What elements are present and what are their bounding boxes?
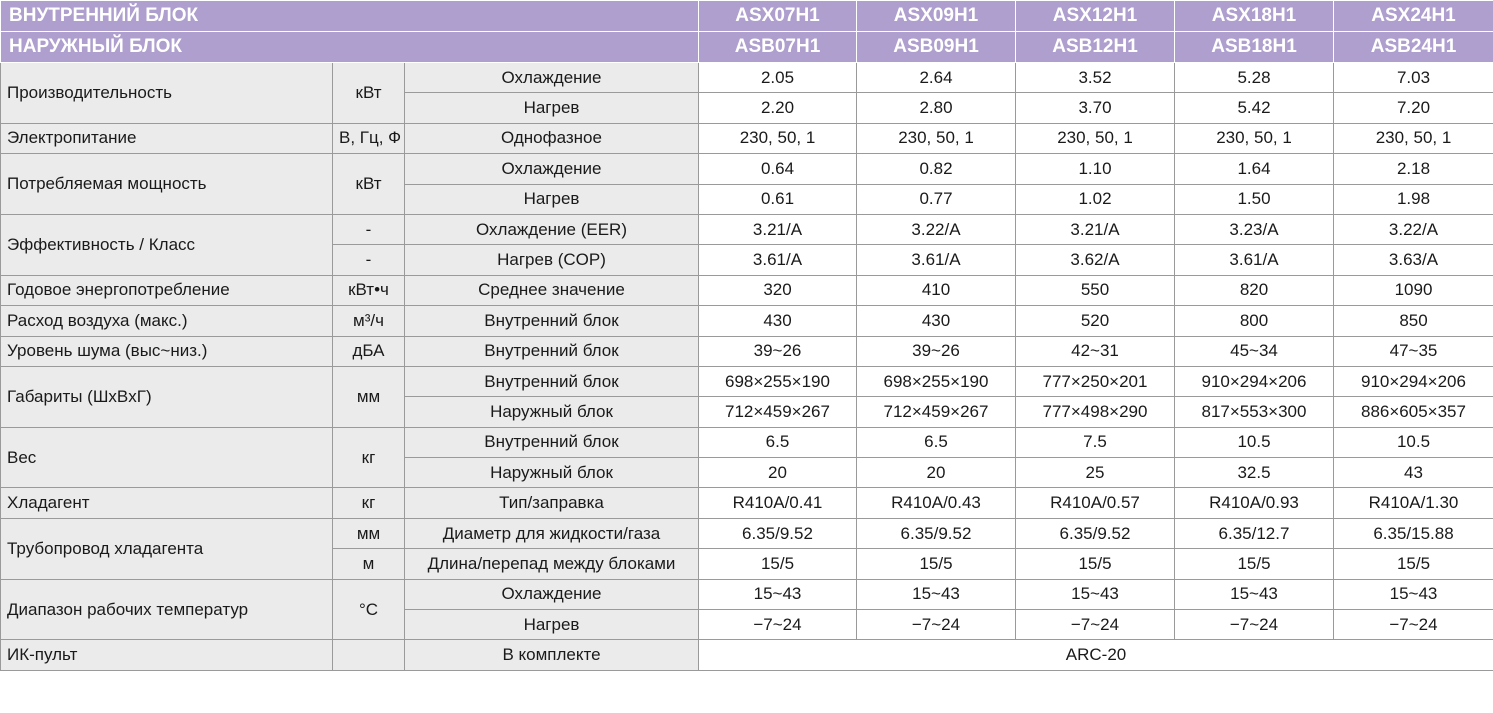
indoor-model-5: ASX24H1 (1334, 1, 1493, 32)
param-label: Габариты (ШxВxГ) (1, 366, 333, 427)
table-row (1, 306, 1493, 336)
table-row (1, 488, 1493, 518)
table-row (1, 123, 1493, 153)
value-cell: 39~26 (857, 336, 1016, 366)
value-cell: 6.35/15.88 (1334, 518, 1493, 548)
value-cell: 2.20 (699, 93, 857, 123)
value-cell: 47~35 (1334, 336, 1493, 366)
value-cell: 2.80 (857, 93, 1016, 123)
value-cell: 230, 50, 1 (1016, 123, 1175, 153)
condition-label: Внутренний блок (405, 336, 699, 366)
value-cell: 5.28 (1175, 63, 1334, 93)
value-cell: R410A/0.93 (1175, 488, 1334, 518)
table-row (1, 366, 1493, 396)
value-cell: 7.03 (1334, 63, 1493, 93)
value-cell: 800 (1175, 306, 1334, 336)
value-cell: 25 (1016, 458, 1175, 488)
table-row (1, 427, 1493, 457)
table-row (1, 336, 1493, 366)
value-cell: 230, 50, 1 (699, 123, 857, 153)
value-cell: 0.82 (857, 154, 1016, 184)
value-cell: −7~24 (699, 610, 857, 640)
condition-label: Внутренний блок (405, 366, 699, 396)
value-cell: 3.61/A (857, 245, 1016, 275)
value-cell: ARC-20 (699, 640, 1493, 670)
param-label: Расход воздуха (макс.) (1, 306, 333, 336)
condition-label: Тип/заправка (405, 488, 699, 518)
value-cell: 1.10 (1016, 154, 1175, 184)
value-cell: R410A/1.30 (1334, 488, 1493, 518)
value-cell: 1090 (1334, 275, 1493, 305)
unit-label: В, Гц, Ф (333, 123, 405, 153)
value-cell: 2.05 (699, 63, 857, 93)
value-cell: 20 (699, 458, 857, 488)
value-cell: 7.20 (1334, 93, 1493, 123)
unit-label: кВт•ч (333, 275, 405, 305)
value-cell: 6.35/9.52 (699, 518, 857, 548)
outdoor-model-1: ASB07H1 (699, 32, 857, 63)
condition-label: Нагрев (COP) (405, 245, 699, 275)
value-cell: 3.61/A (699, 245, 857, 275)
value-cell: 43 (1334, 458, 1493, 488)
value-cell: 6.5 (857, 427, 1016, 457)
value-cell: R410A/0.57 (1016, 488, 1175, 518)
value-cell: 39~26 (699, 336, 857, 366)
table-row (1, 579, 1493, 609)
condition-label: Охлаждение (405, 579, 699, 609)
value-cell: 777×498×290 (1016, 397, 1175, 427)
value-cell: 230, 50, 1 (1334, 123, 1493, 153)
condition-label: Диаметр для жидкости/газа (405, 518, 699, 548)
value-cell: 15/5 (699, 549, 857, 579)
value-cell: 817×553×300 (1175, 397, 1334, 427)
value-cell: 15~43 (699, 579, 857, 609)
unit-label: кВт (333, 154, 405, 215)
value-cell: 230, 50, 1 (1175, 123, 1334, 153)
value-cell: 3.62/A (1016, 245, 1175, 275)
outdoor-model-2: ASB09H1 (857, 32, 1016, 63)
header-row-indoor (1, 1, 1493, 32)
value-cell: 3.63/A (1334, 245, 1493, 275)
unit-label (333, 640, 405, 670)
value-cell: 410 (857, 275, 1016, 305)
unit-label: кг (333, 488, 405, 518)
value-cell: 10.5 (1334, 427, 1493, 457)
unit-label: °С (333, 579, 405, 640)
unit-label: - (333, 245, 405, 275)
condition-label: Среднее значение (405, 275, 699, 305)
value-cell: 0.61 (699, 184, 857, 214)
value-cell: 15/5 (1175, 549, 1334, 579)
unit-label: дБА (333, 336, 405, 366)
value-cell: 6.35/12.7 (1175, 518, 1334, 548)
value-cell: 7.5 (1016, 427, 1175, 457)
condition-label: Охлаждение (405, 154, 699, 184)
outdoor-model-4: ASB18H1 (1175, 32, 1334, 63)
indoor-model-4: ASX18H1 (1175, 1, 1334, 32)
value-cell: 42~31 (1016, 336, 1175, 366)
value-cell: 1.64 (1175, 154, 1334, 184)
unit-label: кг (333, 427, 405, 488)
value-cell: −7~24 (1175, 610, 1334, 640)
value-cell: 10.5 (1175, 427, 1334, 457)
param-label: ИК-пульт (1, 640, 333, 670)
condition-label: Внутренний блок (405, 427, 699, 457)
value-cell: 712×459×267 (699, 397, 857, 427)
header-row-outdoor (1, 32, 1493, 63)
value-cell: 520 (1016, 306, 1175, 336)
table-row (1, 518, 1493, 548)
value-cell: 3.70 (1016, 93, 1175, 123)
condition-label: Наружный блок (405, 458, 699, 488)
param-label: Хладагент (1, 488, 333, 518)
value-cell: R410A/0.41 (699, 488, 857, 518)
value-cell: 430 (699, 306, 857, 336)
value-cell: 2.18 (1334, 154, 1493, 184)
value-cell: 3.22/A (1334, 214, 1493, 244)
unit-label: мм (333, 366, 405, 427)
value-cell: 3.52 (1016, 63, 1175, 93)
condition-label: Нагрев (405, 610, 699, 640)
condition-label: Охлаждение (EER) (405, 214, 699, 244)
value-cell: 712×459×267 (857, 397, 1016, 427)
condition-label: Нагрев (405, 184, 699, 214)
param-label: Эффективность / Класс (1, 214, 333, 275)
table-row (1, 214, 1493, 244)
value-cell: 910×294×206 (1334, 366, 1493, 396)
outdoor-model-3: ASB12H1 (1016, 32, 1175, 63)
param-label: Вес (1, 427, 333, 488)
value-cell: −7~24 (857, 610, 1016, 640)
param-label: Годовое энергопотребление (1, 275, 333, 305)
value-cell: 15~43 (1334, 579, 1493, 609)
unit-label: м³/ч (333, 306, 405, 336)
value-cell: 850 (1334, 306, 1493, 336)
table-row (1, 63, 1493, 93)
value-cell: 1.98 (1334, 184, 1493, 214)
value-cell: 777×250×201 (1016, 366, 1175, 396)
value-cell: 3.22/A (857, 214, 1016, 244)
value-cell: 2.64 (857, 63, 1016, 93)
table-row (1, 154, 1493, 184)
value-cell: 1.50 (1175, 184, 1334, 214)
unit-label: мм (333, 518, 405, 548)
unit-label: - (333, 214, 405, 244)
condition-label: Внутренний блок (405, 306, 699, 336)
value-cell: 6.35/9.52 (1016, 518, 1175, 548)
value-cell: 15/5 (1016, 549, 1175, 579)
indoor-model-3: ASX12H1 (1016, 1, 1175, 32)
value-cell: 886×605×357 (1334, 397, 1493, 427)
value-cell: 15~43 (1016, 579, 1175, 609)
indoor-unit-label: ВНУТРЕННИЙ БЛОК (1, 1, 699, 32)
indoor-model-2: ASX09H1 (857, 1, 1016, 32)
value-cell: 45~34 (1175, 336, 1334, 366)
condition-label: Длина/перепад между блоками (405, 549, 699, 579)
value-cell: 820 (1175, 275, 1334, 305)
value-cell: 5.42 (1175, 93, 1334, 123)
param-label: Трубопровод хладагента (1, 518, 333, 579)
outdoor-model-5: ASB24H1 (1334, 32, 1493, 63)
condition-label: Нагрев (405, 93, 699, 123)
condition-label: Однофазное (405, 123, 699, 153)
unit-label: м (333, 549, 405, 579)
value-cell: 6.5 (699, 427, 857, 457)
value-cell: 15~43 (1175, 579, 1334, 609)
value-cell: 230, 50, 1 (857, 123, 1016, 153)
condition-label: В комплекте (405, 640, 699, 670)
value-cell: 32.5 (1175, 458, 1334, 488)
value-cell: −7~24 (1016, 610, 1175, 640)
value-cell: 15/5 (857, 549, 1016, 579)
value-cell: 1.02 (1016, 184, 1175, 214)
param-label: Потребляемая мощность (1, 154, 333, 215)
condition-label: Охлаждение (405, 63, 699, 93)
unit-label: кВт (333, 63, 405, 124)
value-cell: 698×255×190 (699, 366, 857, 396)
table-row (1, 275, 1493, 305)
value-cell: 550 (1016, 275, 1175, 305)
value-cell: 15/5 (1334, 549, 1493, 579)
value-cell: R410A/0.43 (857, 488, 1016, 518)
param-label: Электропитание (1, 123, 333, 153)
value-cell: 3.61/A (1175, 245, 1334, 275)
param-label: Производительность (1, 63, 333, 124)
value-cell: 0.64 (699, 154, 857, 184)
value-cell: 0.77 (857, 184, 1016, 214)
value-cell: 3.21/A (699, 214, 857, 244)
value-cell: −7~24 (1334, 610, 1493, 640)
param-label: Диапазон рабочих температур (1, 579, 333, 640)
table-row (1, 640, 1493, 670)
value-cell: 698×255×190 (857, 366, 1016, 396)
value-cell: 3.23/A (1175, 214, 1334, 244)
outdoor-unit-label: НАРУЖНЫЙ БЛОК (1, 32, 699, 63)
value-cell: 6.35/9.52 (857, 518, 1016, 548)
value-cell: 430 (857, 306, 1016, 336)
value-cell: 910×294×206 (1175, 366, 1334, 396)
param-label: Уровень шума (выс~низ.) (1, 336, 333, 366)
condition-label: Наружный блок (405, 397, 699, 427)
value-cell: 3.21/A (1016, 214, 1175, 244)
indoor-model-1: ASX07H1 (699, 1, 857, 32)
value-cell: 15~43 (857, 579, 1016, 609)
value-cell: 320 (699, 275, 857, 305)
value-cell: 20 (857, 458, 1016, 488)
